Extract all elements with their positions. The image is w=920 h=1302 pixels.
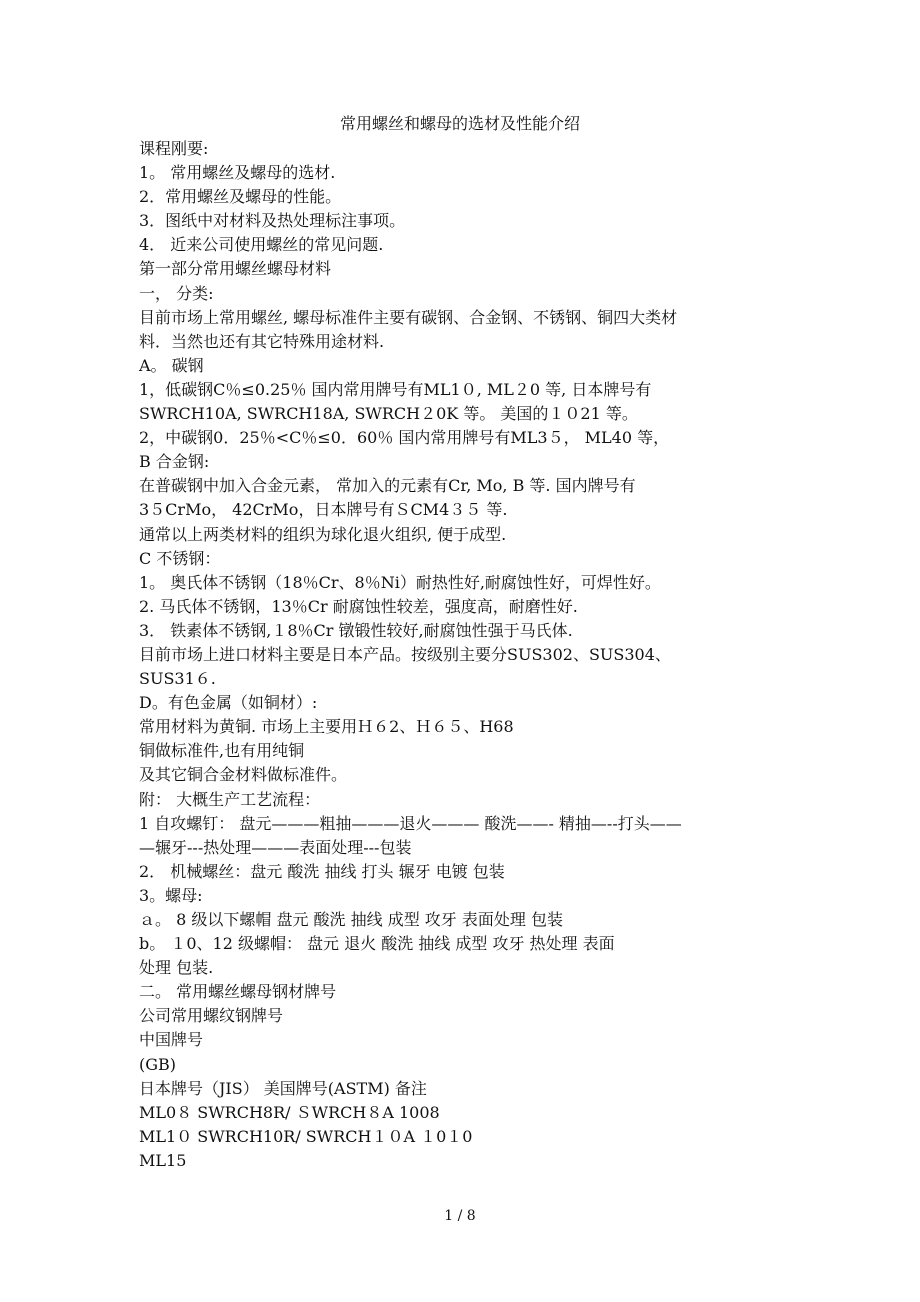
body-text-line: 1。 奥氏体不锈钢（18％Cr、8％Ni）耐热性好,耐腐蚀性好，可焊性好。 — [139, 572, 661, 592]
body-text-line: 二。 常用螺丝螺母钢材牌号 — [139, 982, 337, 1002]
body-text-line: 2. 马氏体不锈钢，13％Cr 耐腐蚀性较差，强度高，耐磨性好. — [139, 596, 578, 616]
body-text-line: 常用材料为黄铜. 市场上主要用Ｈ６2、Ｈ６５、H68 — [139, 717, 514, 737]
body-text-line: 中国牌号 — [139, 1030, 204, 1050]
body-text-line: 通常以上两类材料的组织为球化退火组织, 便于成型. — [139, 524, 507, 544]
body-text-line: D。有色金属（如铜材）: — [139, 693, 318, 713]
body-text-line: 铜做标准件,也有用纯铜 — [139, 741, 305, 761]
body-text-line: —辗牙---热处理———表面处理---包装 — [139, 837, 412, 857]
body-text-line: 3． 铁素体不锈钢,１8％Cr 镦锻性较好,耐腐蚀性强于马氏体. — [139, 620, 573, 640]
body-text-line: 2．常用螺丝及螺母的性能。 — [139, 187, 342, 207]
body-text-line: 1。 常用螺丝及螺母的选材. — [139, 163, 336, 183]
body-text-line: B 合金钢: — [139, 452, 210, 472]
page-number: 1 / 8 — [444, 1208, 476, 1224]
body-text-line: 及其它铜合金材料做标准件。 — [139, 765, 348, 785]
body-text-line: 3５CrMo， 42CrMo，日本牌号有ＳCM4３５ 等. — [139, 500, 508, 520]
body-text-line: 2，中碳钢0．25％<C％≤0．60％ 国内常用牌号有ML3５， ML40 等， — [139, 428, 670, 448]
body-text-line: 2． 机械螺丝：盘元 酸洗 抽线 打头 辗牙 电镀 包装 — [139, 861, 505, 881]
body-text-line: 3。螺母: — [139, 885, 203, 905]
body-text-line: 3．图纸中对材料及热处理标注事项。 — [139, 211, 406, 231]
body-text-line: SWRCH10A, SWRCH18A, SWRCH２0K 等。 美国的１０21 等。 — [139, 404, 638, 424]
body-text-line: 一， 分类: — [139, 283, 214, 303]
body-text-line: C 不锈钢： — [139, 548, 221, 568]
body-text-line: ML15 — [139, 1150, 187, 1170]
body-text-line: 处理 包装. — [139, 958, 214, 978]
body-text-line: SUS31６. — [139, 669, 216, 689]
body-text-line: ａ。 8 级以下螺帽 盘元 酸洗 抽线 成型 攻牙 表面处理 包装 — [139, 910, 563, 929]
body-text-line: 4． 近来公司使用螺丝的常见问题. — [139, 235, 384, 255]
body-text-line: (GB) — [139, 1054, 177, 1074]
body-text-line: 日本牌号（JIS） 美国牌号(ASTM) 备注 — [139, 1078, 427, 1098]
document-body — [139, 137, 799, 1173]
body-text-line: 目前市场上常用螺丝, 螺母标准件主要有碳钢、合金钢、不锈钢、铜四大类材 — [139, 307, 678, 327]
body-text-line: 1，低碳钢C％≤0.25％ 国内常用牌号有ML1０, ML２0 等, 日本牌号有 — [139, 379, 652, 399]
body-text-line: 附： 大概生产工艺流程： — [139, 789, 321, 809]
body-text-line: A。 碳钢 — [139, 355, 204, 375]
body-text-line: 1 自攻螺钉： 盘元———粗抽———退火——— 酸洗——- 精抽—--打头—— — [139, 813, 682, 833]
body-text-line: 目前市场上进口材料主要是日本产品。按级别主要分SUS302、SUS304、 — [139, 644, 671, 664]
body-text-line: 第一部分常用螺丝螺母材料 — [139, 259, 332, 279]
body-text-line: 料．当然也还有其它特殊用途材料. — [139, 331, 385, 351]
document-title: 常用螺丝和螺母的选材及性能介绍 — [339, 114, 580, 133]
body-text-line: 课程刚要: — [139, 139, 209, 158]
body-text-line: ML0８ SWRCH8R/ ＳWRCH８A 1008 — [139, 1102, 440, 1122]
body-text-line: 在普碳钢中加入合金元素， 常加入的元素有Cr, Mo, B 等. 国内牌号有 — [139, 476, 636, 496]
body-text-line: ML1０ SWRCH10R/ SWRCH１０A １0１0 — [139, 1126, 473, 1146]
body-text-line: 公司常用螺纹钢牌号 — [139, 1006, 284, 1026]
body-text-line: b。 １0、12 级螺帽： 盘元 退火 酸洗 抽线 成型 攻牙 热处理 表面 — [139, 934, 615, 954]
